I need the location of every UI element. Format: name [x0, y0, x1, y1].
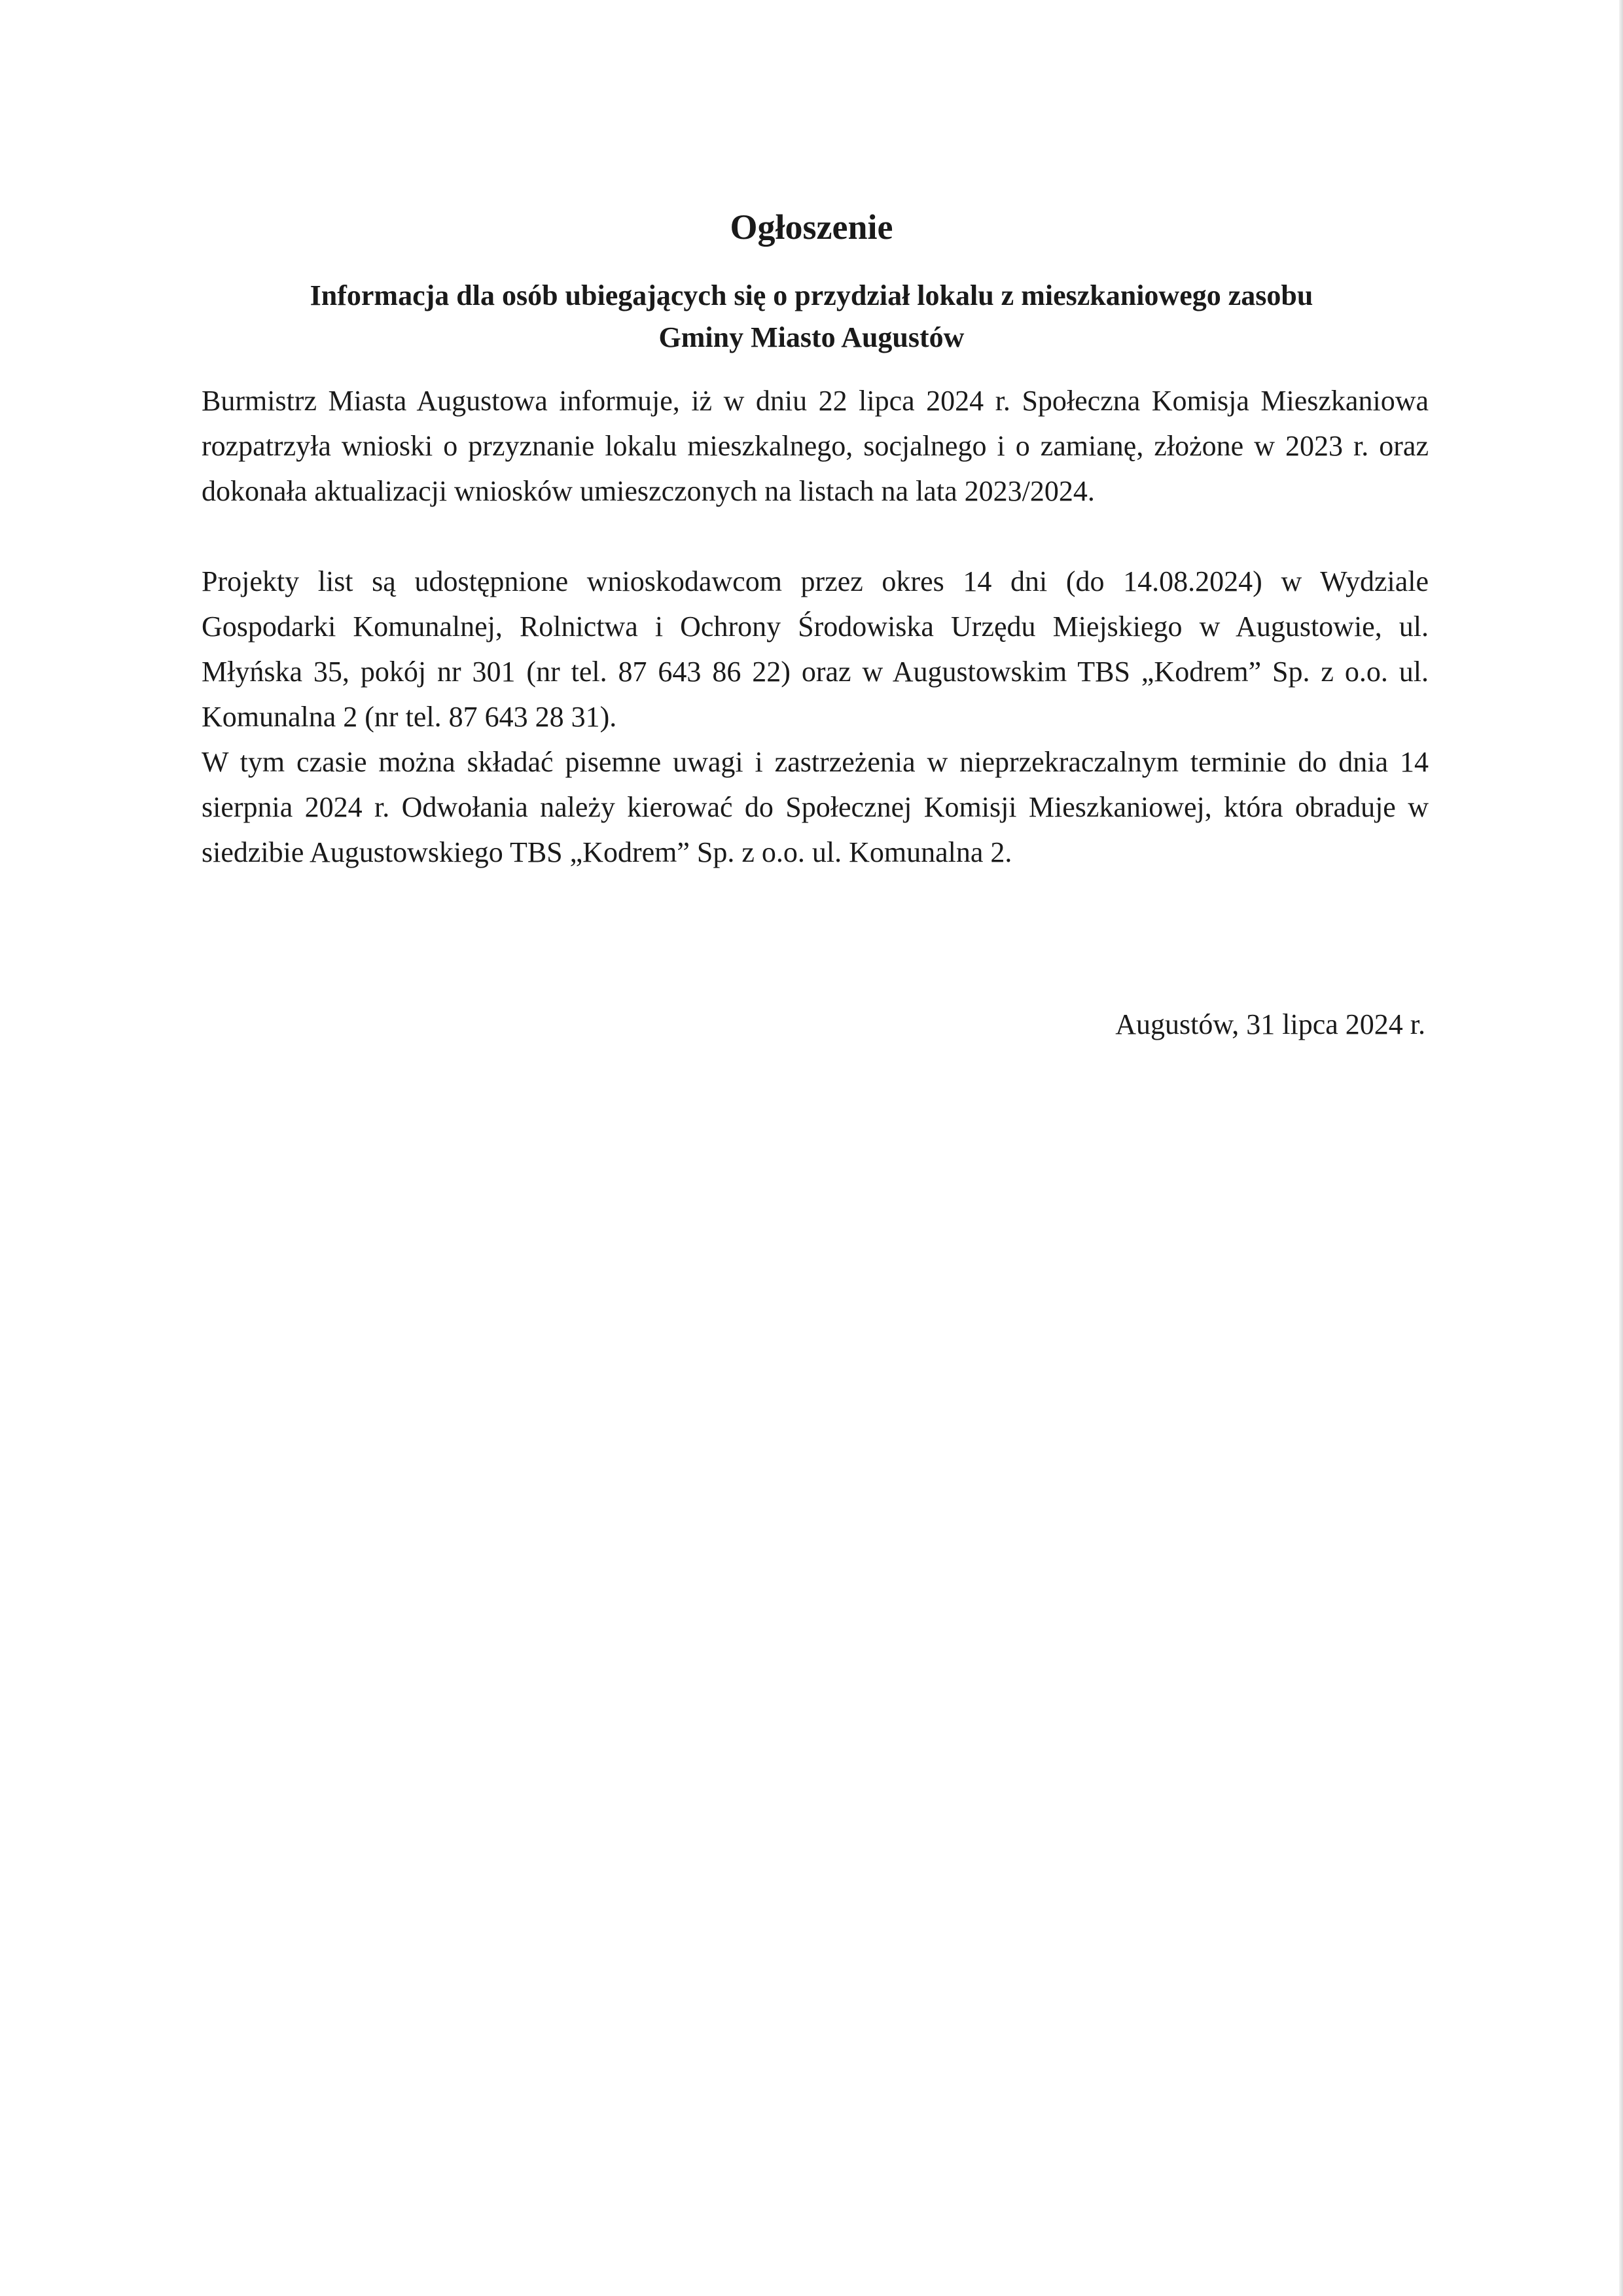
scan-edge-divider [1619, 0, 1623, 2296]
subtitle-line-1: Informacja dla osób ubiegających się o przydział lokalu z mieszkaniowego zasobu [310, 279, 1313, 311]
page-title: Ogłoszenie [730, 207, 893, 247]
paragraph-projects-availability: Projekty list są udostępnione wnioskodawcom przez okres 14 dni (do 14.08.2024) w Wydziale Gospodarki Komunalnej, Rolnictwa i Ochrony Środowiska Urzędu Miejskiego w Augustowie, ul. Młyńska 35, pokój nr 301 (nr tel. 87 643 86 22) oraz w Augustowskim TBS „Kodrem” Sp. z o.o. ul. Komunalna 2 (nr tel. 87 643 28 31). [202, 565, 1429, 733]
paragraph-objections: W tym czasie można składać pisemne uwagi i zastrzeżenia w nieprzekraczalnym terminie do dnia 14 sierpnia 2024 r. Odwołania należy kierować do Społecznej Komisji Mieszkaniowej, która obraduje w siedzibie Augustowskiego TBS „Kodrem” Sp. z o.o. ul. Komunalna 2. [202, 746, 1429, 868]
paragraph-announcement: Burmistrz Miasta Augustowa informuje, iż w dniu 22 lipca 2024 r. Społeczna Komisja Mieszkaniowa rozpatrzyła wnioski o przyznanie lokalu mieszkalnego, socjalnego i o zamianę, złożone w 2023 r. oraz dokonała aktualizacji wniosków umieszczonych na listach na lata 2023/2024. [202, 385, 1429, 507]
subtitle-line-2: Gminy Miasto Augustów [658, 321, 965, 353]
page-subtitle [223, 275, 1400, 359]
place-and-date: Augustów, 31 lipca 2024 r. [1115, 1008, 1425, 1040]
